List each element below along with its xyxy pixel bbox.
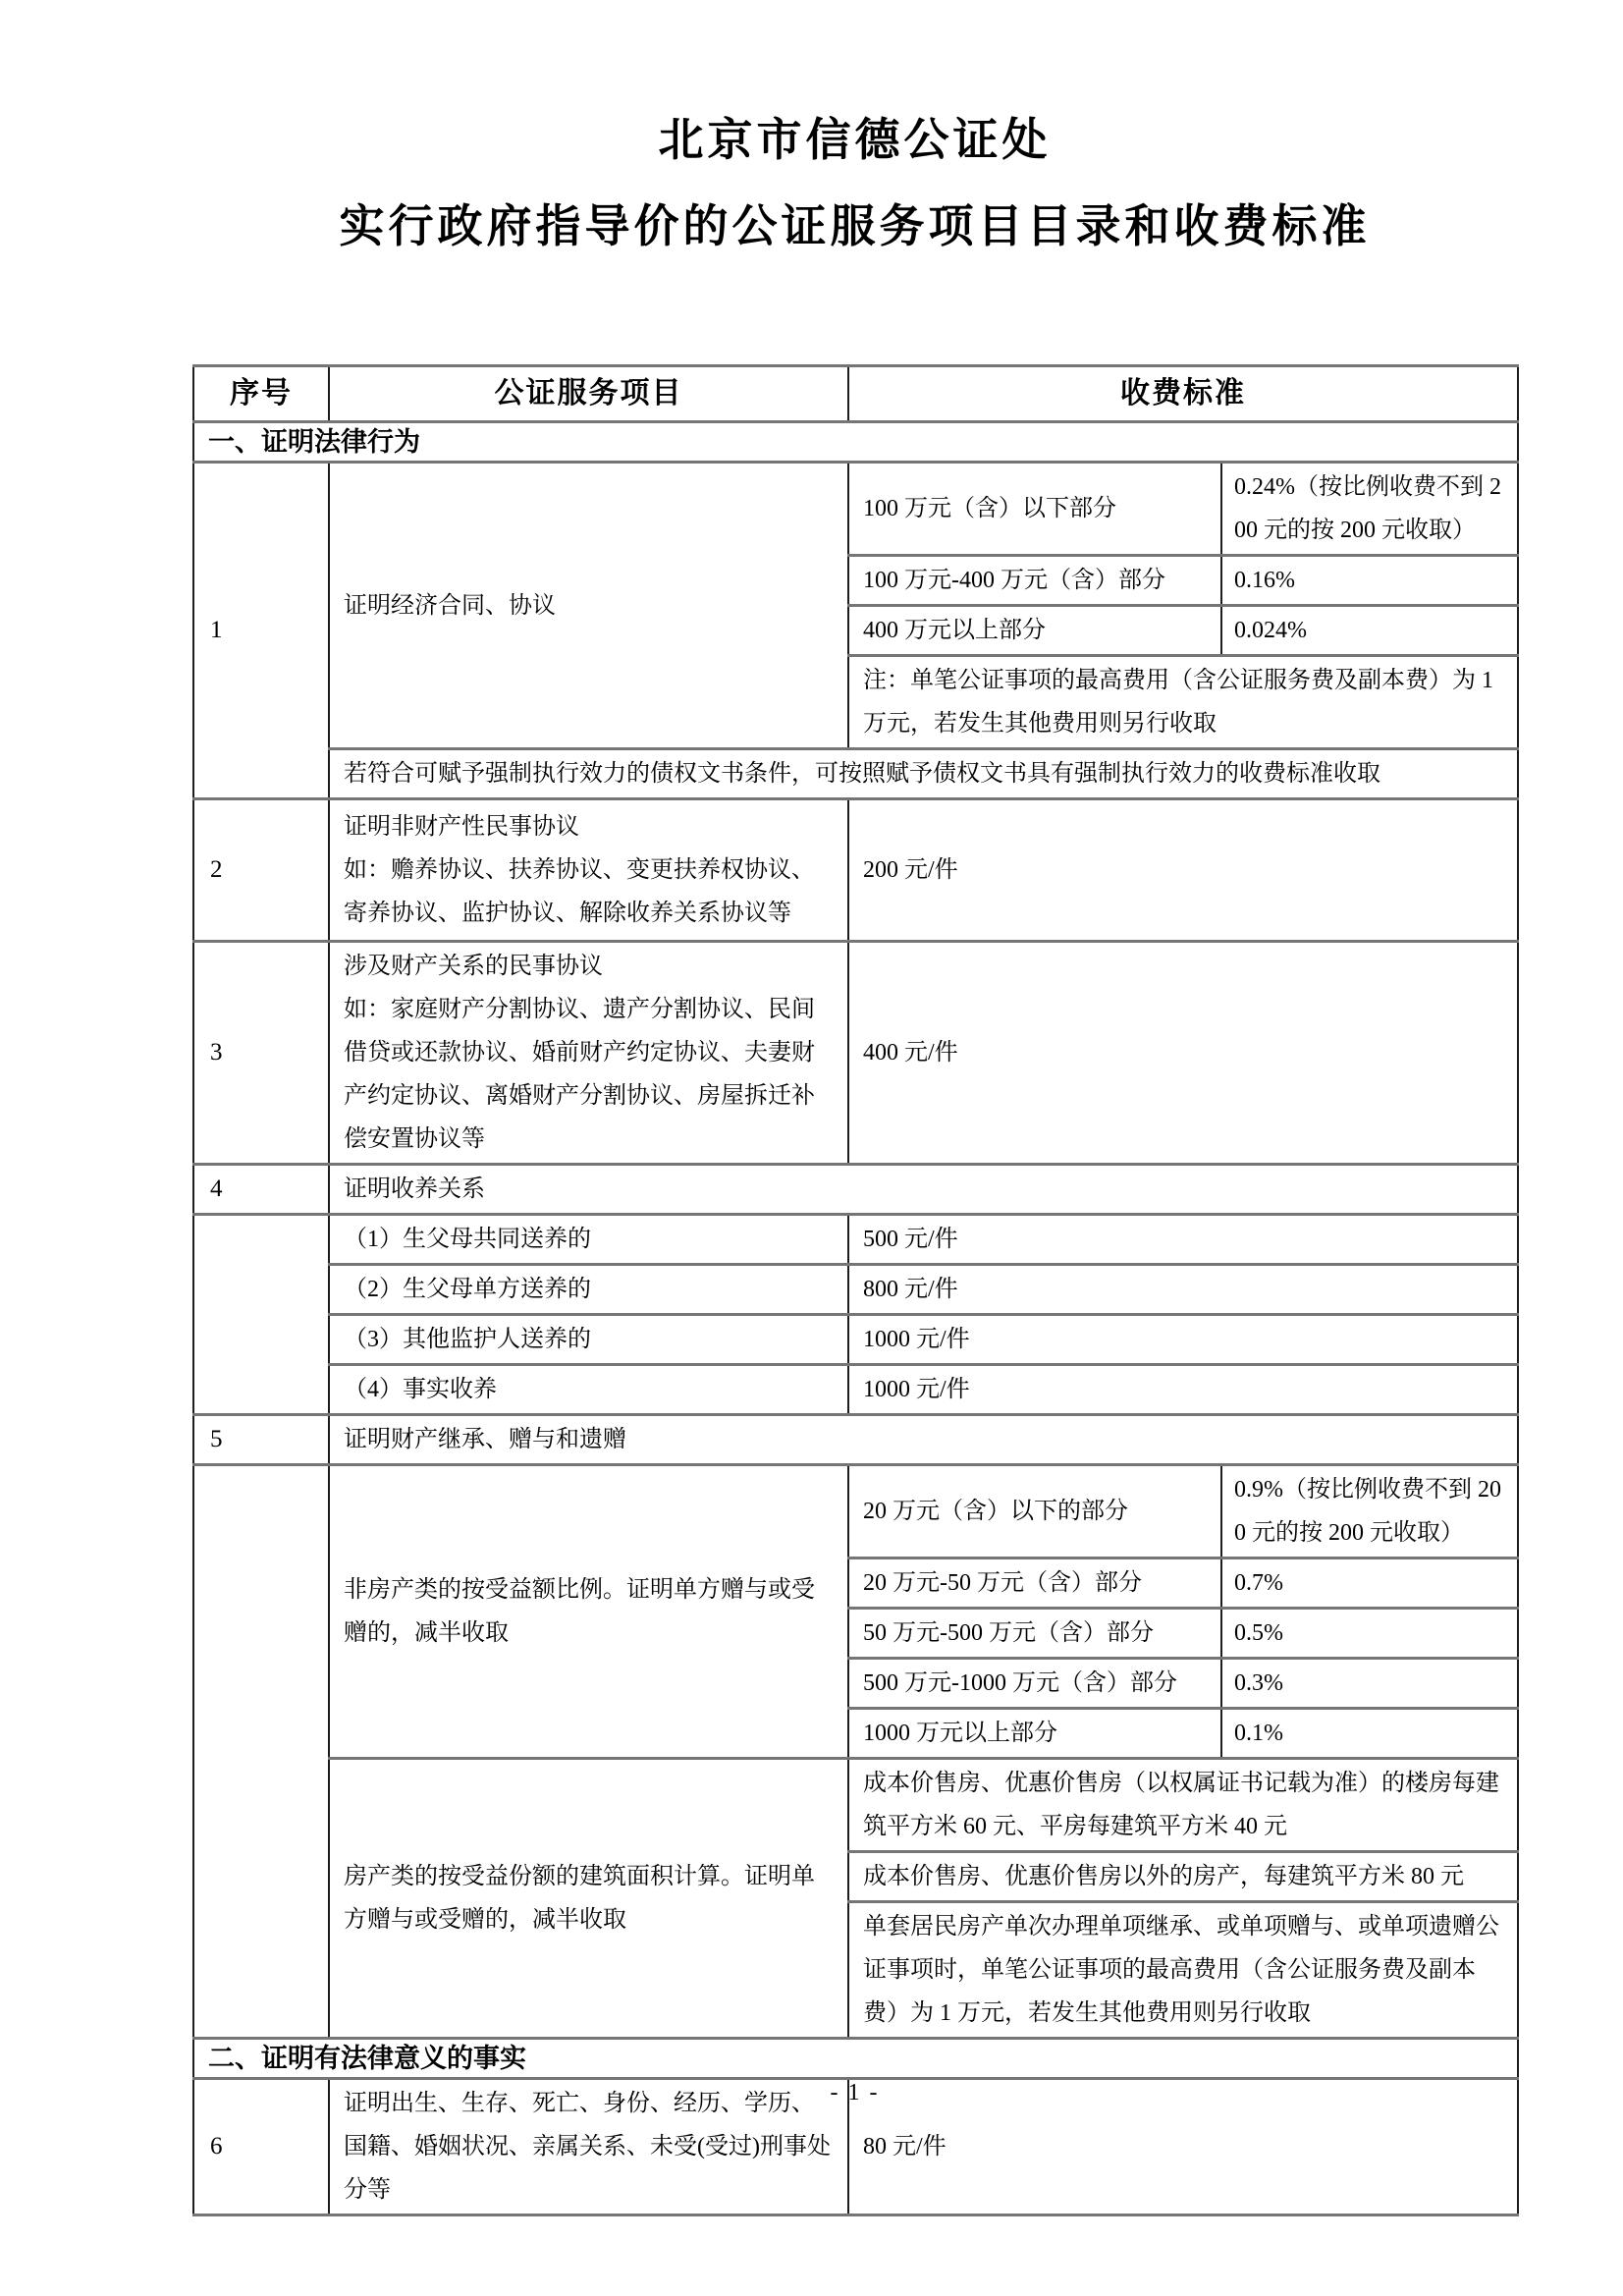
row1-seq-cell: 1 — [193, 463, 329, 799]
row4-sub0 — [193, 1215, 1518, 1265]
row4-sub1-label-cell: （2）生父母单方送养的 — [329, 1265, 848, 1315]
section-title-legal-facts: 二、证明有法律意义的事实 — [193, 2039, 1518, 2079]
row4-sub3-fee-cell: 1000 元/件 — [848, 1365, 1518, 1415]
row4-header — [193, 1165, 1518, 1215]
row4-seq-cell: 4 — [193, 1165, 329, 1215]
header-item: 公证服务项目 — [329, 366, 848, 422]
row5-nonprop-tier0-rate-cell: 0.9%（按比例收费不到 200 元的按 200 元收取） — [1221, 1465, 1518, 1558]
row5-nonprop-tier3-range-cell: 500 万元-1000 万元（含）部分 — [848, 1659, 1221, 1709]
row5-header — [193, 1415, 1518, 1465]
row5-nonprop-tier4-range-cell: 1000 万元以上部分 — [848, 1709, 1221, 1759]
row2-item-title: 证明非财产性民事协议 — [344, 814, 579, 840]
row5-nonprop-tier4-rate-cell: 0.1% — [1221, 1709, 1518, 1759]
header-seq: 序号 — [193, 366, 329, 422]
row6-seq-cell: 6 — [193, 2079, 329, 2215]
row5-nonprop-tier2-rate-cell: 0.5% — [1221, 1609, 1518, 1659]
row1-tier0-range-cell: 100 万元（含）以下部分 — [848, 463, 1221, 556]
row4-sub1-fee-cell: 800 元/件 — [848, 1265, 1518, 1315]
row5-nonprop-tier0-range-cell: 20 万元（含）以下的部分 — [848, 1465, 1221, 1558]
row5-prop-item2-cell: 单套居民房产单次办理单项继承、或单项赠与、或单项遗赠公证事项时，单笔公证事项的最高费用（含公证服务费及副本费）为 1 万元，若发生其他费用则另行收取 — [848, 1902, 1518, 2039]
row5-prop-label-cell: 房产类的按受益份额的建筑面积计算。证明单方赠与或受赠的，减半收取 — [329, 1759, 848, 2039]
row5-nonprop-tier0 — [193, 1465, 1518, 1558]
row1-addendum-cell: 若符合可赋予强制执行效力的债权文书条件，可按照赋予债权文书具有强制执行效力的收费标准收取 — [329, 749, 1518, 799]
section-row-1 — [193, 422, 1518, 463]
row5-nonprop-tier2-range-cell: 50 万元-500 万元（含）部分 — [848, 1609, 1221, 1659]
row5-nonprop-label-cell: 非房产类的按受益额比例。证明单方赠与或受赠的，减半收取 — [329, 1465, 848, 1759]
table-header-row — [193, 366, 1518, 422]
row4-sub3 — [193, 1365, 1518, 1415]
row4-sub0-label-cell: （1）生父母共同送养的 — [329, 1215, 848, 1265]
row1-tier0-rate-cell: 0.24%（按比例收费不到 200 元的按 200 元收取） — [1221, 463, 1518, 556]
row6-item-cell: 证明出生、生存、死亡、身份、经历、学历、国籍、婚姻状况、亲属关系、未受(受过)刑事处分等 — [329, 2079, 848, 2215]
document-title-line1: 北京市信德公证处 — [658, 115, 1052, 165]
header-fee: 收费标准 — [848, 366, 1518, 422]
row4-sub1 — [193, 1265, 1518, 1315]
row2-item-detail: 如：赡养协议、扶养协议、变更扶养权协议、寄养协议、监护协议、解除收养关系协议等 — [344, 857, 815, 926]
row2 — [193, 799, 1518, 942]
row5-nonprop-tier1-rate-cell: 0.7% — [1221, 1558, 1518, 1609]
row4-sub2-label-cell: （3）其他监护人送养的 — [329, 1315, 848, 1365]
row5-subs-seq-cell — [193, 1465, 329, 2039]
row1-tier2-range-cell: 400 万元以上部分 — [848, 606, 1221, 656]
row3-seq-cell: 3 — [193, 942, 329, 1165]
row2-item-cell — [329, 799, 848, 942]
row2-seq-cell: 2 — [193, 799, 329, 942]
row1-tier2-rate-cell: 0.024% — [1221, 606, 1518, 656]
row4-sub0-fee-cell: 500 元/件 — [848, 1215, 1518, 1265]
row1-tier1-rate-cell: 0.16% — [1221, 556, 1518, 606]
row1-addendum-row — [193, 749, 1518, 799]
row1-note-cell: 注：单笔公证事项的最高费用（含公证服务费及副本费）为 1 万元，若发生其他费用则另行收取 — [848, 656, 1518, 749]
row5-prop-item0-cell: 成本价售房、优惠价售房（以权属证书记载为准）的楼房每建筑平方米 60 元、平房每建筑平方米 40 元 — [848, 1759, 1518, 1852]
row3-item-title: 涉及财产关系的民事协议 — [344, 954, 603, 979]
row4-item-cell: 证明收养关系 — [329, 1165, 1518, 1215]
row4-subs-seq-cell — [193, 1215, 329, 1415]
row4-sub3-label-cell: （4）事实收养 — [329, 1365, 848, 1415]
section-row-2 — [193, 2039, 1518, 2079]
document-title-line2: 实行政府指导价的公证服务项目目录和收费标准 — [339, 201, 1371, 251]
row5-seq-cell: 5 — [193, 1415, 329, 1465]
row2-fee-cell: 200 元/件 — [848, 799, 1518, 942]
row5-prop-item1-cell: 成本价售房、优惠价售房以外的房产，每建筑平方米 80 元 — [848, 1852, 1518, 1902]
row3 — [193, 942, 1518, 1165]
row3-item-cell — [329, 942, 848, 1165]
row1-item-cell: 证明经济合同、协议 — [329, 463, 848, 749]
row6-fee-cell: 80 元/件 — [848, 2079, 1518, 2215]
row5-nonprop-tier1-range-cell: 20 万元-50 万元（含）部分 — [848, 1558, 1221, 1609]
page-number: - 1 - — [830, 2080, 880, 2105]
fee-schedule-table — [192, 364, 1519, 2216]
section-title-legal-acts: 一、证明法律行为 — [193, 422, 1518, 463]
row4-sub2-fee-cell: 1000 元/件 — [848, 1315, 1518, 1365]
row1-tier1-range-cell: 100 万元-400 万元（含）部分 — [848, 556, 1221, 606]
row5-prop-item0 — [193, 1759, 1518, 1852]
row3-fee-cell: 400 元/件 — [848, 942, 1518, 1165]
row5-item-cell: 证明财产继承、赠与和遗赠 — [329, 1415, 1518, 1465]
row5-nonprop-tier3-rate-cell: 0.3% — [1221, 1659, 1518, 1709]
row4-sub2 — [193, 1315, 1518, 1365]
row1-tier0 — [193, 463, 1518, 556]
row3-item-detail: 如：家庭财产分割协议、遗产分割协议、民间借贷或还款协议、婚前财产约定协议、夫妻财产约定协议、离婚财产分割协议、房屋拆迁补偿安置协议等 — [344, 997, 815, 1152]
